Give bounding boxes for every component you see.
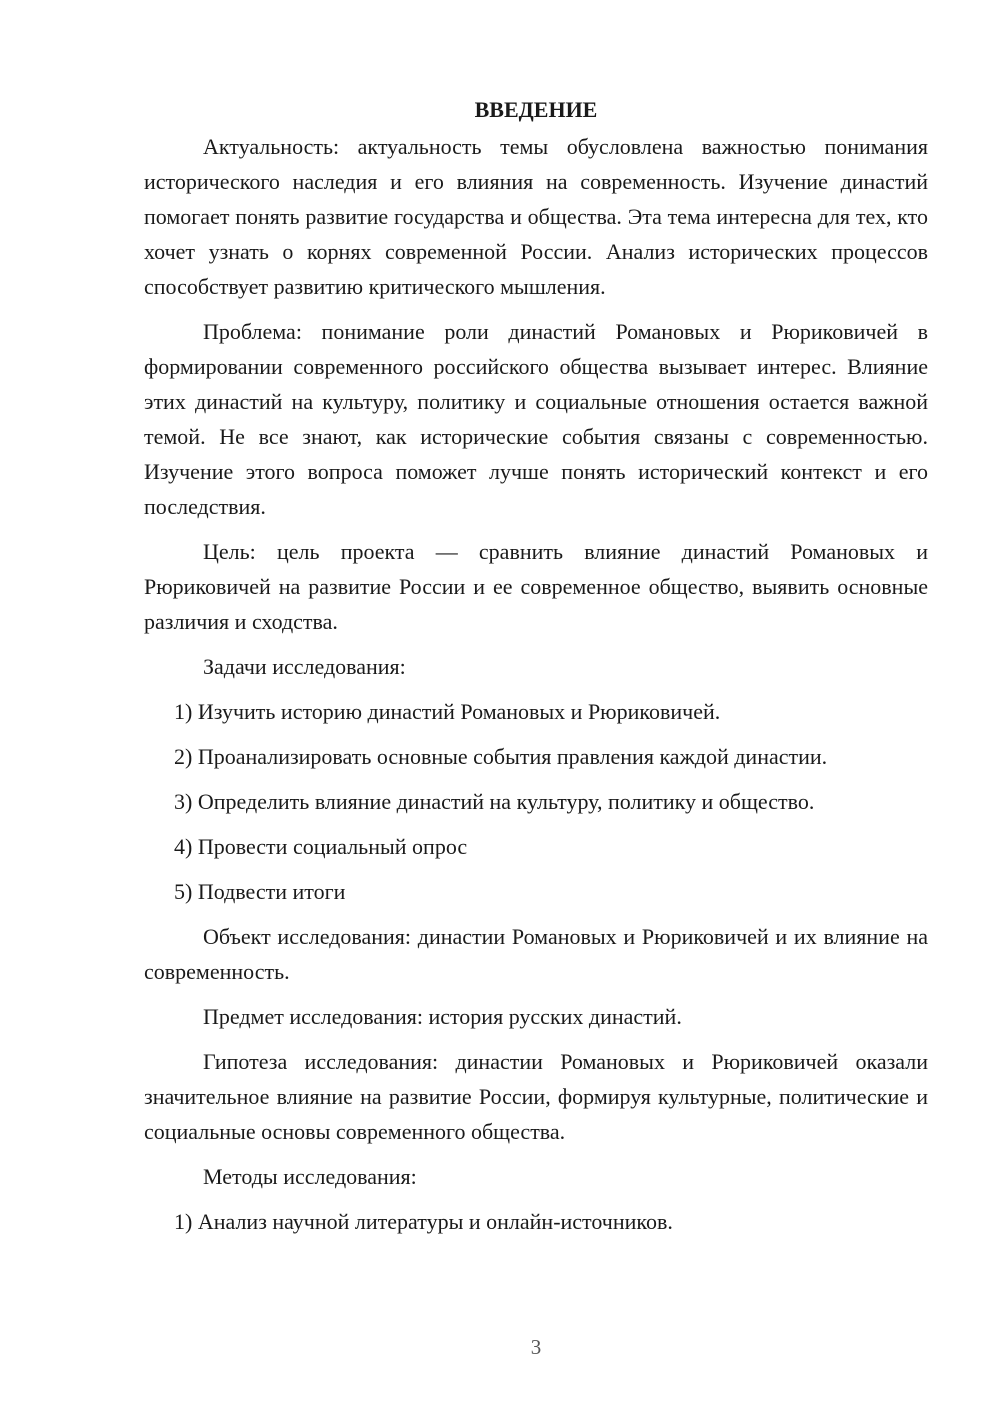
task-item: 5) Подвести итоги	[174, 879, 346, 904]
task-item: 2) Проанализировать основные события правления каждой династии.	[174, 744, 828, 769]
page-number: 3	[530, 1335, 542, 1359]
paragraph-object: Объект исследования: династии Романовых и Рюриковичей и их влияние на современность.	[144, 924, 928, 984]
task-item: 4) Провести социальный опрос	[174, 834, 468, 859]
paragraph-goal: Цель: цель проекта — сравнить влияние династий Романовых и Рюриковичей на развитие России и ее современное общество, выявить основные различия и сходства.	[144, 539, 928, 634]
page-content	[144, 95, 928, 1249]
paragraph-problem: Проблема: понимание роли династий Романовых и Рюриковичей в формировании современного российского общества вызывает интерес. Влияние этих династий на культуру, политику и социальные отношения остается важной темой. Не все знают, как исторические события связаны с современностью. Изучение этого вопроса поможет лучше понять исторический контекст и его последствия.	[144, 319, 928, 519]
method-item: 1) Анализ научной литературы и онлайн-источников.	[174, 1209, 673, 1234]
task-item: 1) Изучить историю династий Романовых и Рюриковичей.	[174, 699, 721, 724]
tasks-label: Задачи исследования:	[203, 654, 406, 679]
section-heading: ВВЕДЕНИЕ	[474, 97, 598, 122]
task-item: 3) Определить влияние династий на культуру, политику и общество.	[174, 789, 815, 814]
paragraph-relevance: Актуальность: актуальность темы обусловлена важностью понимания исторического наследия и его влияния на современность. Изучение династий помогает понять развитие государства и общества. Эта тема интересна для тех, кто хочет узнать о корнях современной России. Анализ исторических процессов способствует развитию критического мышления.	[144, 134, 928, 299]
paragraph-hypothesis: Гипотеза исследования: династии Романовых и Рюриковичей оказали значительное влияние на развитие России, формируя культурные, политические и социальные основы современного общества.	[144, 1049, 928, 1144]
paragraph-subject: Предмет исследования: история русских династий.	[203, 1004, 682, 1029]
methods-label: Методы исследования:	[203, 1164, 417, 1189]
